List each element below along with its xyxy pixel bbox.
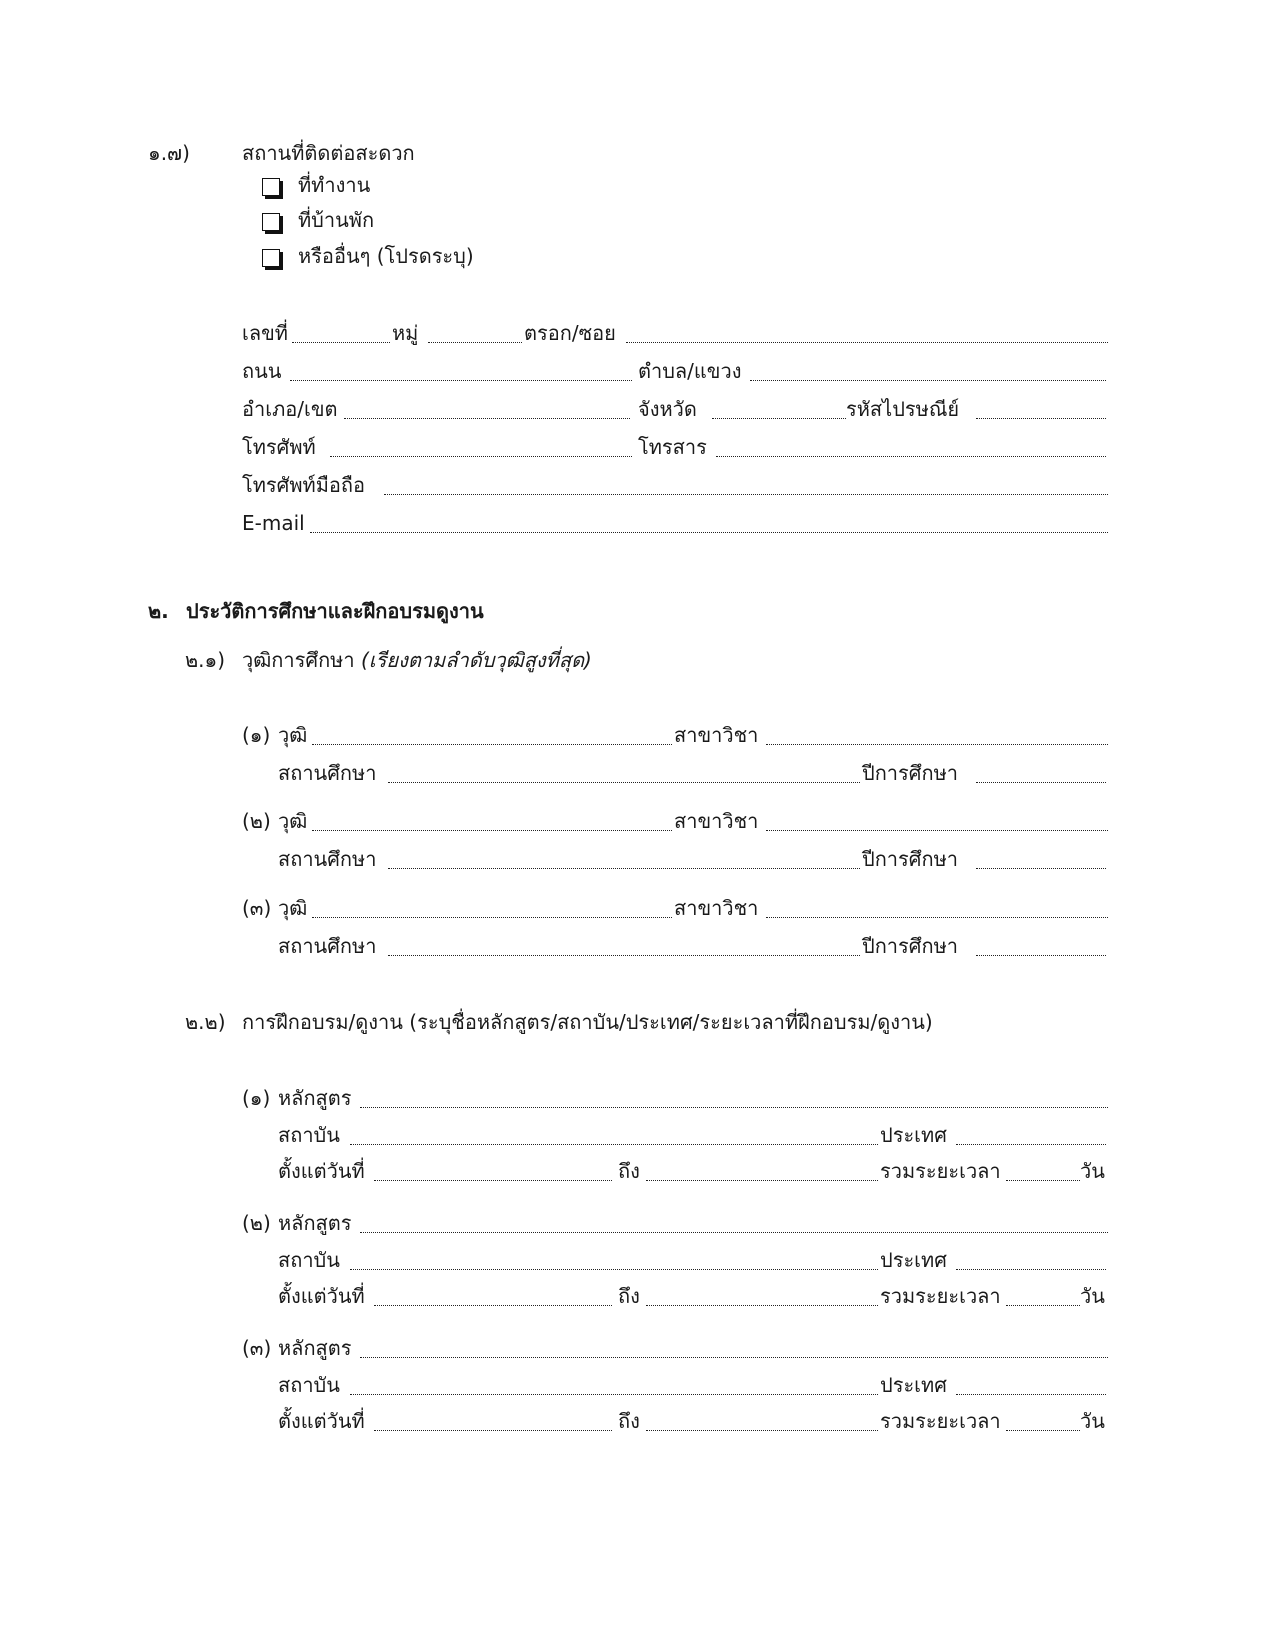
address-row-3: [0, 396, 1275, 424]
total-label: รวมระยะเวลา: [880, 1284, 1001, 1308]
address-row-6: [0, 510, 1275, 538]
major-field[interactable]: [766, 830, 1108, 831]
subsection-title: การฝึกอบรม/ดูงาน (ระบุชื่อหลักสูตร/สถาบัน/ประเทศ/ระยะเวลาที่ฝึกอบรม/ดูงาน): [242, 1010, 933, 1034]
days-unit: วัน: [1080, 1284, 1105, 1308]
to-label: ถึง: [618, 1284, 640, 1308]
institution-label: สถานศึกษา: [278, 761, 377, 785]
course-field[interactable]: [360, 1107, 1108, 1108]
entry-index: (๓): [242, 1336, 272, 1360]
section-title: ประวัติการศึกษาและฝึกอบรมดูงาน: [186, 599, 484, 623]
district-label: อำเภอ/เขต: [242, 397, 338, 421]
major-label: สาขาวิชา: [674, 896, 759, 920]
degree-label: วุฒิ: [278, 809, 308, 833]
degree-field[interactable]: [312, 917, 672, 918]
checkbox-icon[interactable]: [262, 213, 280, 231]
institute-label: สถาบัน: [278, 1123, 340, 1147]
mobile-field[interactable]: [384, 494, 1108, 495]
district-field[interactable]: [344, 418, 630, 419]
house-no-label: เลขที่: [242, 321, 288, 345]
soi-label: ตรอก/ซอย: [524, 321, 616, 345]
postcode-label: รหัสไปรษณีย์: [846, 397, 960, 421]
address-row-4: [0, 434, 1275, 462]
year-label: ปีการศึกษา: [862, 847, 958, 871]
subsection-number: ๒.๑): [185, 648, 226, 672]
province-field[interactable]: [712, 418, 846, 419]
year-label: ปีการศึกษา: [862, 761, 958, 785]
major-field[interactable]: [766, 917, 1108, 918]
institution-row: [0, 933, 1275, 961]
institute-row: [0, 1247, 1275, 1275]
subsection-title: [242, 647, 592, 673]
course-row: [0, 1335, 1275, 1363]
date-row: [0, 1158, 1275, 1186]
institute-field[interactable]: [350, 1269, 878, 1270]
course-label: หลักสูตร: [278, 1086, 352, 1110]
institution-row: [0, 760, 1275, 788]
road-field[interactable]: [290, 380, 632, 381]
total-label: รวมระยะเวลา: [880, 1159, 1001, 1183]
institution-field[interactable]: [388, 955, 860, 956]
course-label: หลักสูตร: [278, 1336, 352, 1360]
to-label: ถึง: [618, 1409, 640, 1433]
institution-row: [0, 846, 1275, 874]
email-label: E-mail: [242, 511, 305, 535]
country-field[interactable]: [956, 1394, 1106, 1395]
subdistrict-label: ตำบล/แขวง: [638, 359, 742, 383]
degree-label: วุฒิ: [278, 723, 308, 747]
checkbox-icon[interactable]: [262, 249, 280, 267]
checkbox-icon[interactable]: [262, 178, 280, 196]
degree-row: [0, 808, 1275, 836]
institute-field[interactable]: [350, 1394, 878, 1395]
year-field[interactable]: [976, 955, 1106, 956]
days-unit: วัน: [1080, 1159, 1105, 1183]
course-row: [0, 1085, 1275, 1113]
entry-index: (๒): [242, 1211, 271, 1235]
phone-field[interactable]: [330, 456, 632, 457]
from-date-field[interactable]: [374, 1180, 612, 1181]
entry-index: (๒): [242, 809, 271, 833]
institution-field[interactable]: [388, 782, 860, 783]
to-date-field[interactable]: [646, 1180, 878, 1181]
address-row-5: [0, 472, 1275, 500]
institute-label: สถาบัน: [278, 1248, 340, 1272]
section-title: สถานที่ติดต่อสะดวก: [242, 141, 415, 165]
to-date-field[interactable]: [646, 1305, 878, 1306]
institute-label: สถาบัน: [278, 1373, 340, 1397]
course-field[interactable]: [360, 1232, 1108, 1233]
country-label: ประเทศ: [880, 1248, 947, 1272]
to-date-field[interactable]: [646, 1430, 878, 1431]
province-label: จังหวัด: [638, 397, 697, 421]
total-days-field[interactable]: [1006, 1180, 1080, 1181]
postcode-field[interactable]: [976, 418, 1106, 419]
phone-label: โทรศัพท์: [242, 435, 316, 459]
institution-label: สถานศึกษา: [278, 847, 377, 871]
course-label: หลักสูตร: [278, 1211, 352, 1235]
section-number: ๒.: [148, 599, 169, 623]
date-row: [0, 1408, 1275, 1436]
address-row-2: [0, 358, 1275, 386]
mobile-label: โทรศัพท์มือถือ: [242, 473, 366, 497]
subsection-note: (เรียงตามลำดับวุฒิสูงที่สุด): [360, 648, 592, 672]
major-label: สาขาวิชา: [674, 723, 759, 747]
degree-field[interactable]: [312, 830, 672, 831]
year-field[interactable]: [976, 868, 1106, 869]
degree-label: วุฒิ: [278, 896, 308, 920]
to-label: ถึง: [618, 1159, 640, 1183]
institution-field[interactable]: [388, 868, 860, 869]
subsection-title-text: วุฒิการศึกษา: [242, 648, 355, 672]
entry-index: (๓): [242, 896, 272, 920]
institution-label: สถานศึกษา: [278, 934, 377, 958]
institute-row: [0, 1372, 1275, 1400]
entry-index: (๑): [242, 1086, 271, 1110]
option-label: ที่บ้านพัก: [298, 208, 375, 232]
subsection-number: ๒.๒): [185, 1010, 226, 1034]
subdistrict-field[interactable]: [750, 380, 1106, 381]
section-number: ๑.๗): [148, 141, 190, 165]
fax-field[interactable]: [716, 456, 1106, 457]
total-label: รวมระยะเวลา: [880, 1409, 1001, 1433]
degree-field[interactable]: [312, 744, 672, 745]
moo-field[interactable]: [428, 342, 522, 343]
country-field[interactable]: [956, 1269, 1106, 1270]
from-label: ตั้งแต่วันที่: [278, 1409, 365, 1433]
from-label: ตั้งแต่วันที่: [278, 1159, 365, 1183]
from-date-field[interactable]: [374, 1430, 612, 1431]
soi-field[interactable]: [626, 342, 1108, 343]
address-row-1: [0, 320, 1275, 348]
days-unit: วัน: [1080, 1409, 1105, 1433]
date-row: [0, 1283, 1275, 1311]
year-label: ปีการศึกษา: [862, 934, 958, 958]
from-date-field[interactable]: [374, 1305, 612, 1306]
course-row: [0, 1210, 1275, 1238]
major-label: สาขาวิชา: [674, 809, 759, 833]
option-label: หรืออื่นๆ (โปรดระบุ): [298, 244, 474, 268]
country-label: ประเทศ: [880, 1123, 947, 1147]
country-field[interactable]: [956, 1144, 1106, 1145]
entry-index: (๑): [242, 723, 271, 747]
from-label: ตั้งแต่วันที่: [278, 1284, 365, 1308]
country-label: ประเทศ: [880, 1373, 947, 1397]
moo-label: หมู่: [392, 321, 419, 345]
road-label: ถนน: [242, 359, 282, 383]
fax-label: โทรสาร: [638, 435, 707, 459]
degree-row: [0, 722, 1275, 750]
house-no-field[interactable]: [292, 342, 390, 343]
email-field[interactable]: [310, 532, 1108, 533]
course-field[interactable]: [360, 1357, 1108, 1358]
major-field[interactable]: [766, 744, 1108, 745]
institute-field[interactable]: [350, 1144, 878, 1145]
institute-row: [0, 1122, 1275, 1150]
total-days-field[interactable]: [1006, 1305, 1080, 1306]
total-days-field[interactable]: [1006, 1430, 1080, 1431]
option-label: ที่ทำงาน: [298, 173, 371, 197]
year-field[interactable]: [976, 782, 1106, 783]
degree-row: [0, 895, 1275, 923]
